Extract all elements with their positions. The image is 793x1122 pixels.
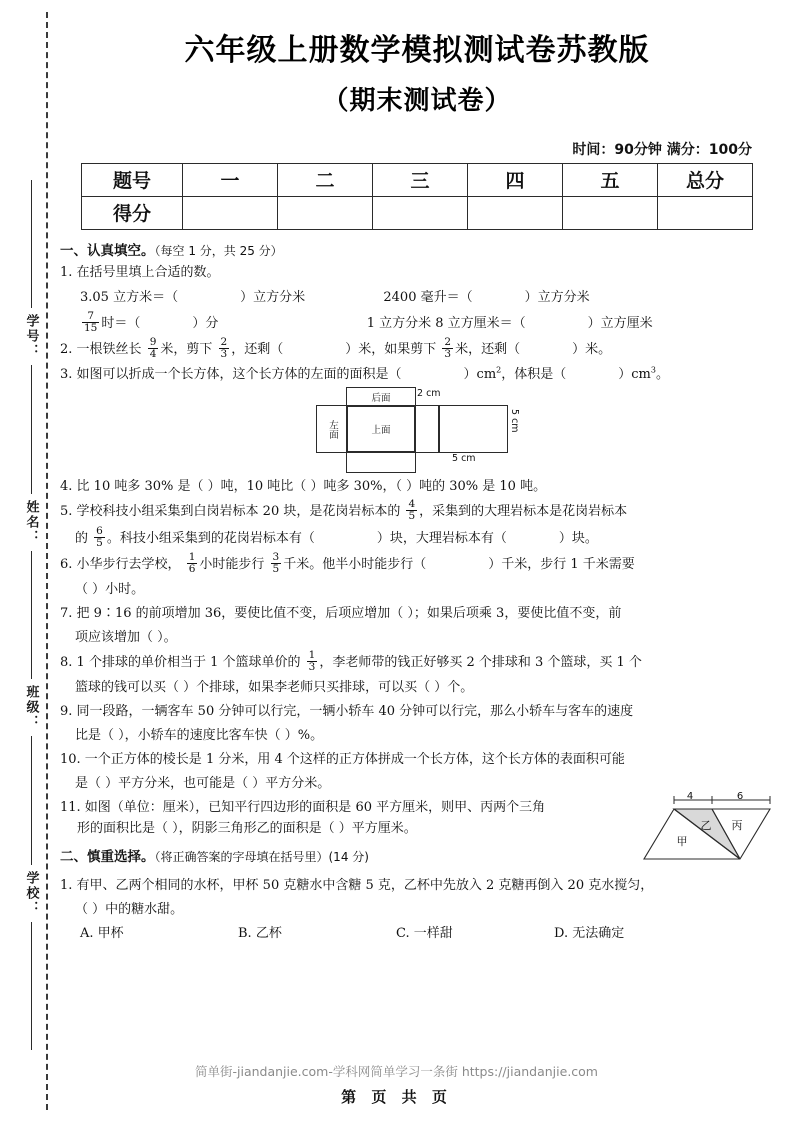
fraction-denominator: 3 xyxy=(444,348,452,361)
fold-dashed-line xyxy=(46,12,48,1110)
score-table-row-label: 得分 xyxy=(82,196,183,229)
question-1-5-cont xyxy=(75,524,776,550)
fraction-1-3 xyxy=(307,650,318,673)
net-dim-right: 5 cm xyxy=(509,409,520,433)
score-table-col-4: 四 xyxy=(468,163,563,196)
score-cell-1[interactable] xyxy=(183,196,278,229)
fraction-numerator: 2 xyxy=(444,336,452,349)
parallelogram-figure xyxy=(634,791,780,867)
fraction-numerator: 6 xyxy=(96,524,103,537)
q3-part-5: 。 xyxy=(655,367,669,383)
seal-rule xyxy=(31,922,32,1050)
question-1-8-cont: 篮球的钱可以买（ ）个排球，如果李老师只买排球，可以买（ ）个。 xyxy=(75,679,474,695)
score-table xyxy=(81,163,753,230)
para-label-jia: 甲 xyxy=(676,834,688,848)
question-1-6-cont: （ ）小时。 xyxy=(75,581,145,597)
parallelogram-svg xyxy=(634,791,780,867)
fraction-denominator: 5 xyxy=(96,536,103,549)
content-column xyxy=(58,0,776,1122)
net-face-left-label: 左面 xyxy=(327,419,338,439)
question-1-9-cont: 比是（ ），小轿车的速度比客车快（ ）%。 xyxy=(75,727,324,743)
q3-part-1: 3. 如图可以折成一个长方体，这个长方体的左面的面积是（ xyxy=(60,367,402,383)
fraction-numerator: 1 xyxy=(188,550,196,563)
fraction-denominator: 4 xyxy=(149,348,157,361)
para-label-bing: 丙 xyxy=(731,818,743,832)
net-dim-top: 2 cm xyxy=(417,388,441,400)
question-1-7-cont: 项应该增加（ ）。 xyxy=(75,629,177,645)
fraction-numerator: 7 xyxy=(87,309,95,322)
table-row xyxy=(82,163,753,196)
score-cell-total[interactable] xyxy=(658,196,753,229)
score-table-col-3: 三 xyxy=(373,163,468,196)
q5-part-4: 。科技小组采集到的花岗岩标本有（ xyxy=(106,530,315,546)
q1-b-right: 1 立方分米 8 立方厘米＝（ xyxy=(366,315,526,331)
q6-part-3: 千米。他半小时能步行（ xyxy=(283,556,427,572)
question-2-1-options xyxy=(80,922,776,941)
question-1-9: 9. 同一段路，一辆客车 50 分钟可以行完，一辆小轿车 40 分钟可以行完，那么小轿车与客车的速度 xyxy=(60,703,634,719)
score-table-row-label: 题号 xyxy=(82,163,183,196)
margin-strip xyxy=(0,0,56,1122)
q5-part-1: 5. 学校科技小组采集到白岗岩标本 20 块，是花岗岩标本的 xyxy=(60,504,401,520)
q2-part-5: 米，还剩（ xyxy=(455,342,521,358)
score-table-col-1: 一 xyxy=(183,163,278,196)
q8-part-1: 8. 1 个排球的单价相当于 1 个篮球单价的 xyxy=(60,654,301,670)
q2-part-1: 2. 一根铁丝长 xyxy=(60,342,142,358)
seal-rule xyxy=(31,736,32,864)
q3-part-4: ）cm xyxy=(618,367,651,383)
q5-part-6: ）块。 xyxy=(558,530,598,546)
section-2-points: （将正确答案的字母填在括号里）(14 分) xyxy=(154,850,369,865)
fraction-denominator: 5 xyxy=(272,562,280,575)
score-table-col-2: 二 xyxy=(278,163,373,196)
q1-a-left-unit: ）立方分米 xyxy=(240,289,306,305)
page-footer: 第 页 共 页 xyxy=(341,1088,452,1106)
seal-rule xyxy=(31,365,32,493)
q1-a-right: 2400 毫升＝（ xyxy=(383,289,473,305)
question-1-1-stem: 1. 在括号里填上合适的数。 xyxy=(60,264,220,280)
page-title: 六年级上册数学模拟测试卷苏教版 xyxy=(184,33,650,68)
net-face-front xyxy=(346,451,416,473)
q1-a-right-unit: ）立方分米 xyxy=(524,289,590,305)
q5-part-3: 的 xyxy=(75,530,89,546)
fraction-denominator: 5 xyxy=(408,510,416,523)
net-face-top: 上面 xyxy=(346,405,416,453)
q5-part-5: ）块，大理岩标本有（ xyxy=(376,530,507,546)
seal-line-stack xyxy=(16,180,46,1050)
fraction-2-3 xyxy=(442,337,453,360)
q3-superscript-2: 2 xyxy=(496,366,502,376)
margin-label-class: 班级： xyxy=(23,685,39,731)
margin-label-school: 学校： xyxy=(23,870,39,916)
fraction-2-3 xyxy=(219,337,230,360)
option-d[interactable]: D. 无法确定 xyxy=(554,926,625,942)
question-1-2 xyxy=(60,338,776,361)
option-b[interactable]: B. 乙杯 xyxy=(238,926,282,942)
seal-rule xyxy=(31,551,32,679)
fraction-denominator: 3 xyxy=(308,660,316,673)
score-table-col-total: 总分 xyxy=(658,163,753,196)
q3-part-2: ）cm xyxy=(463,367,497,383)
section-1-title: 一、认真填空。 xyxy=(60,242,155,259)
option-c[interactable]: C. 一样甜 xyxy=(396,926,453,942)
question-1-4: 4. 比 10 吨多 30% 是（ ）吨，10 吨比（ ）吨多 30%，（ ）吨的 30% 是 10 吨。 xyxy=(60,479,547,495)
section-2-title: 二、慎重选择。 xyxy=(60,849,155,866)
table-row xyxy=(82,196,753,229)
fraction-numerator: 4 xyxy=(408,498,416,511)
question-1-10-cont: 是（ ）平方分米，也可能是（ ）平方分米。 xyxy=(75,775,331,791)
score-cell-5[interactable] xyxy=(563,196,658,229)
q1-b-left-text: 时＝（ xyxy=(101,315,141,331)
para-dim-left: 4 xyxy=(686,790,694,802)
fraction-3-5 xyxy=(271,552,282,575)
question-1-6 xyxy=(60,550,776,576)
watermark-text: 简单街-jiandanjie.com-学科网简单学习一条街 https://jiandanjie.com xyxy=(194,1064,598,1079)
score-cell-2[interactable] xyxy=(278,196,373,229)
fraction-denominator: 15 xyxy=(84,321,98,334)
fraction-4-5 xyxy=(406,499,417,522)
score-cell-4[interactable] xyxy=(468,196,563,229)
cuboid-net-figure xyxy=(302,387,532,473)
net-dim-bottom: 5 cm xyxy=(452,453,476,465)
net-face-left xyxy=(316,405,348,453)
question-1-8 xyxy=(60,648,776,674)
q5-part-2: ，采集到的大理岩标本是花岗岩标本 xyxy=(419,504,628,520)
q2-part-4: ）米，如果剪下 xyxy=(345,342,437,358)
score-table-col-5: 五 xyxy=(563,163,658,196)
q3-superscript-3: 3 xyxy=(650,366,656,376)
q1-b-left-unit: ）分 xyxy=(192,315,219,331)
question-1-3 xyxy=(60,364,776,385)
question-1-1-line-a xyxy=(80,286,776,309)
net-face-back: 后面 xyxy=(346,387,416,407)
fraction-1-6 xyxy=(187,552,198,575)
q2-part-2: 米，剪下 xyxy=(160,342,213,358)
q6-part-1: 6. 小华步行去学校， xyxy=(60,556,181,572)
question-1-5 xyxy=(60,500,776,523)
q11-line-1: 11. 如图（单位：厘米），已知平行四边形的面积是 60 平方厘米，则甲、丙两个三角 xyxy=(60,799,546,815)
net-face-middle xyxy=(414,405,440,453)
q6-part-2: 小时能步行 xyxy=(199,556,265,572)
page-subtitle: （期末测试卷） xyxy=(322,85,512,116)
seal-rule xyxy=(31,180,32,308)
margin-label-student-id: 学号： xyxy=(23,314,39,360)
q3-part-3: ，体积是（ xyxy=(501,367,567,383)
exam-meta: 时间：90分钟 满分：100分 xyxy=(572,141,752,158)
fraction-numerator: 2 xyxy=(220,336,228,349)
score-cell-3[interactable] xyxy=(373,196,468,229)
section-1-points: （每空 1 分，共 25 分） xyxy=(154,243,283,258)
fraction-9-4 xyxy=(148,337,159,360)
fraction-numerator: 9 xyxy=(149,336,157,349)
q2-part-6: ）米。 xyxy=(572,342,612,358)
q11-line-2: 形的面积比是（ ），阴影三角形乙的面积是（ ）平方厘米。 xyxy=(77,821,417,837)
para-dim-right: 6 xyxy=(736,790,744,802)
q2-part-3: ，还剩（ xyxy=(231,342,284,358)
margin-label-name: 姓名： xyxy=(23,499,39,545)
question-1-7: 7. 把 9∶16 的前项增加 36，要使比值不变，后项应增加（ ）；如果后项乘 3，要使比值不变，前 xyxy=(60,605,622,621)
question-2-1-cont: （ ）中的糖水甜。 xyxy=(75,902,184,918)
fraction-numerator: 3 xyxy=(272,550,280,563)
q8-part-2: ，李老师带的钱正好够买 2 个排球和 3 个篮球，买 1 个 xyxy=(319,654,642,670)
option-a[interactable]: A. 甲杯 xyxy=(80,926,124,942)
fraction-denominator: 6 xyxy=(188,562,196,575)
fraction-7-15 xyxy=(82,311,99,334)
question-1-11 xyxy=(60,790,776,848)
fraction-denominator: 3 xyxy=(220,348,228,361)
question-2-1: 1. 有甲、乙两个相同的水杯，甲杯 50 克糖水中含糖 5 克，乙杯中先放入 2 克糖再倒入 20 克水搅匀， xyxy=(60,878,654,894)
q1-b-right-unit: ）立方厘米 xyxy=(587,315,653,331)
question-1-1-line-b xyxy=(80,309,776,335)
fraction-numerator: 1 xyxy=(308,648,316,661)
net-face-right xyxy=(438,405,508,453)
fraction-6-5 xyxy=(94,526,105,549)
q6-part-4: ）千米，步行 1 千米需要 xyxy=(488,556,635,572)
q1-a-left: 3.05 立方米＝（ xyxy=(80,289,179,305)
section-1-heading xyxy=(60,239,776,259)
para-label-yi: 乙 xyxy=(700,818,712,832)
question-1-10: 10. 一个正方体的棱长是 1 分米，用 4 个这样的正方体拼成一个长方体，这个长方体的表面积可能 xyxy=(60,751,625,767)
